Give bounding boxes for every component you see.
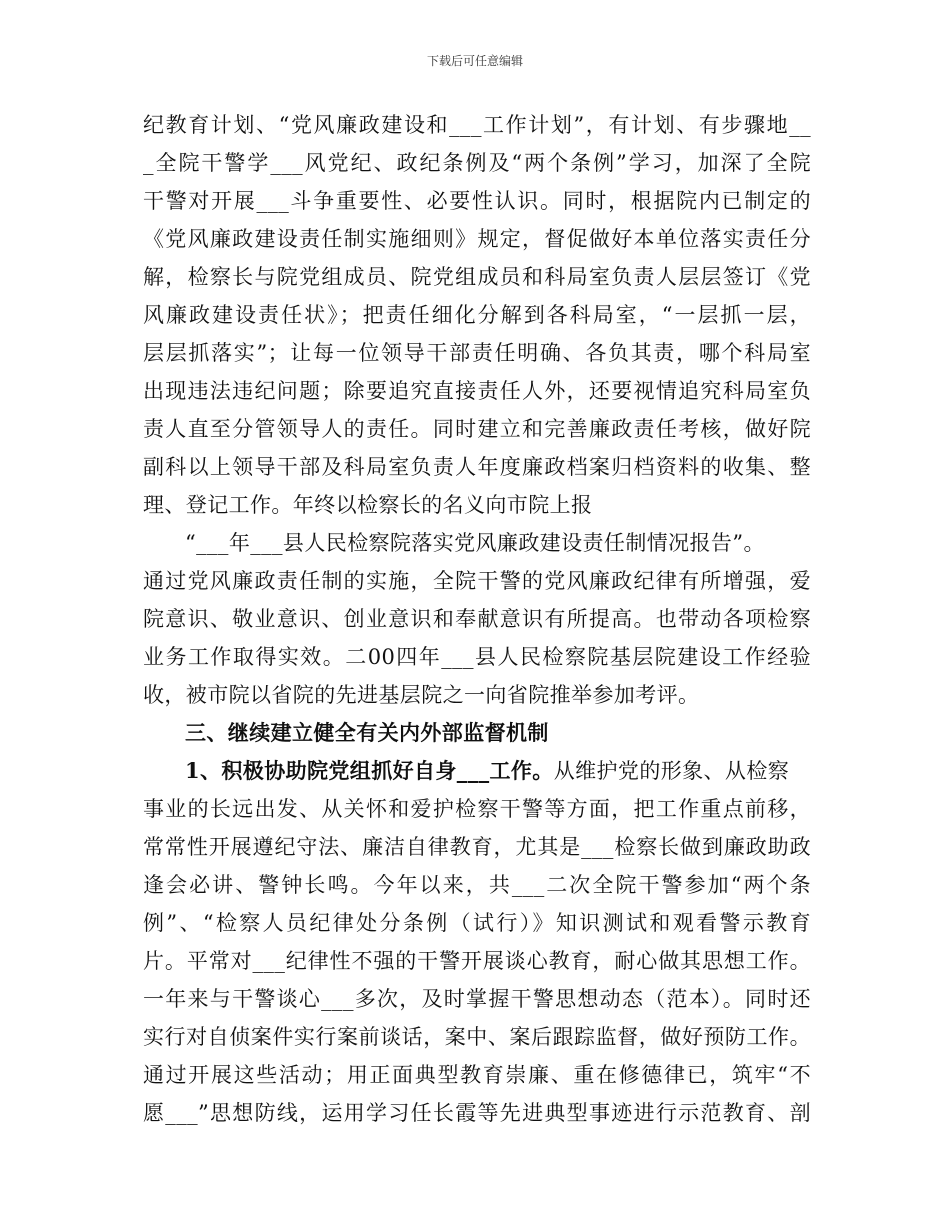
subsection-line [143,752,811,790]
text-line: 层层抓落实”；让每一位领导干部责任明确、各负其责，哪个科局室 [143,341,811,365]
text-line: “___年___县人民检察院落实党风廉政建设责任制情况报告”。 [185,531,765,555]
text-line: 副科以上领导干部及科局室负责人年度廉政档案归档资料的收集、整 [143,455,811,479]
text-line: 《党风廉政建设责任制实施细则》规定，督促做好本单位落实责任分 [143,227,811,251]
text-line: _全院干警学___风党纪、政纪条例及“两个条例”学习，加深了全院 [143,151,811,175]
text-line: 通过开展这些活动；用正面典型教育崇廉、重在修德律已，筑牢“不 [143,1063,811,1087]
text-line: 常常性开展遵纪守法、廉洁自律教育，尤其是___检察长做到廉政助政 [143,835,811,859]
section-heading: 三、继续建立健全有关内外部监督机制 [185,720,549,745]
text-line: 事业的长远出发、从关怀和爱护检察干警等方面，把工作重点前移， [143,797,811,821]
text-line: 一年来与干警谈心___多次，及时掌握干警思想动态（范本）。同时还 [143,987,811,1011]
text-line: 理、登记工作。年终以检察长的名义向市院上报 [143,493,593,517]
text-line: 例”、“检察人员纪律处分条例（试行）》知识测试和观看警示教育 [143,911,811,935]
document-body [143,106,811,1132]
text-line: 干警对开展___斗争重要性、必要性认识。同时，根据院内已制定的 [143,189,811,213]
text-line: 收，被市院以省院的先进基层院之一向省院推举参加考评。 [143,683,700,707]
text-line: 出现违法违纪问题；除要追究直接责任人外，还要视情追究科局室负 [143,379,811,403]
text-line: 风廉政建设责任状》；把责任细化分解到各科局室，“一层抓一层， [143,303,811,327]
page-header: 下载后可任意编辑 [426,54,523,68]
text-line: 实行对自侦案件实行案前谈话，案中、案后跟踪监督，做好预防工作。 [143,1025,811,1049]
text-line: 愿___”思想防线，运用学习任长霞等先进典型事迹进行示范教育、剖 [143,1101,811,1125]
text-segment: 从维护党的形象、从检察 [553,759,790,783]
text-line: 业务工作取得实效。二00四年___县人民检察院基层院建设工作经验 [143,645,811,669]
text-line: 纪教育计划、“党风廉政建设和___工作计划”，有计划、有步骤地__ [143,113,811,137]
text-line: 解，检察长与院党组成员、院党组成员和科局室负责人层层签订《党 [143,265,811,289]
subsection-title: 1、积极协助院党组抓好自身___工作。 [185,758,554,783]
text-line: 逢会必讲、警钟长鸣。今年以来，共___二次全院干警参加“两个条 [143,873,811,897]
text-line: 院意识、敬业意识、创业意识和奉献意识有所提高。也带动各项检察 [143,607,811,631]
text-line: 通过党风廉政责任制的实施，全院干警的党风廉政纪律有所增强，爱 [143,569,811,593]
text-line: 责人直至分管领导人的责任。同时建立和完善廉政责任考核，做好院 [143,417,811,441]
text-line: 片。平常对___纪律性不强的干警开展谈心教育，耐心做其思想工作。 [143,949,811,973]
